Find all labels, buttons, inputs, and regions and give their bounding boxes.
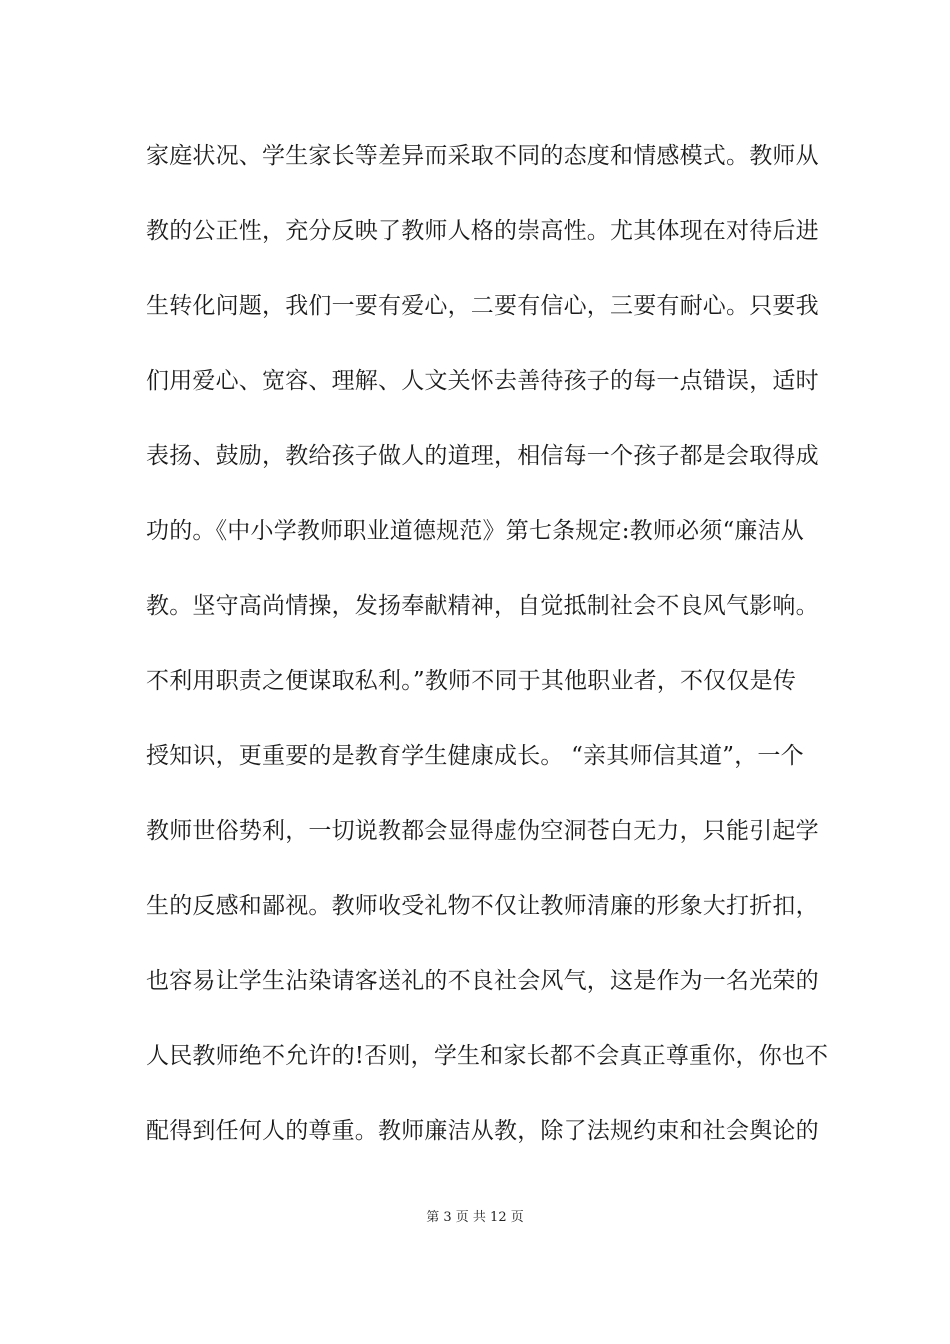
body-text: [146, 133, 829, 1183]
text-line: 们用爱心、宽容、理解、人文关怀去善待孩子的每一点错误，适时: [146, 368, 819, 394]
text-line: 家庭状况、学生家长等差异而采取不同的态度和情感模式。教师从: [146, 143, 819, 169]
text-line: 也容易让学生沾染请客送礼的不良社会风气，这是作为一名光荣的: [146, 968, 819, 994]
text-line: 表扬、鼓励，教给孩子做人的道理，相信每一个孩子都是会取得成: [146, 443, 819, 469]
page-number-label: 第 3 页 共 12 页: [426, 1210, 524, 1225]
text-line: 配得到任何人的尊重。教师廉洁从教，除了法规约束和社会舆论的: [146, 1118, 819, 1144]
text-line: 授知识，更重要的是教育学生健康成长。 “亲其师信其道”，一个: [146, 743, 804, 769]
text-line: 教的公正性，充分反映了教师人格的崇高性。尤其体现在对待后进: [146, 218, 819, 244]
text-line: 生的反感和鄙视。教师收受礼物不仅让教师清廉的形象大打折扣，: [146, 893, 819, 919]
text-line: 教师世俗势利，一切说教都会显得虚伪空洞苍白无力，只能引起学: [146, 818, 819, 844]
text-line: 功的。《中小学教师职业道德规范》第七条规定:教师必须“廉洁从: [146, 518, 805, 544]
text-line: 人民教师绝不允许的!否则，学生和家长都不会真正尊重你，你也不: [146, 1043, 829, 1069]
text-line: 不利用职责之便谋取私利。”教师不同于其他职业者，不仅仅是传: [146, 668, 797, 694]
page-footer: [0, 1206, 950, 1225]
text-line: 生转化问题，我们一要有爱心，二要有信心，三要有耐心。只要我: [146, 293, 819, 319]
text-line: 教。坚守高尚情操，发扬奉献精神，自觉抵制社会不良风气影响。: [146, 593, 819, 619]
